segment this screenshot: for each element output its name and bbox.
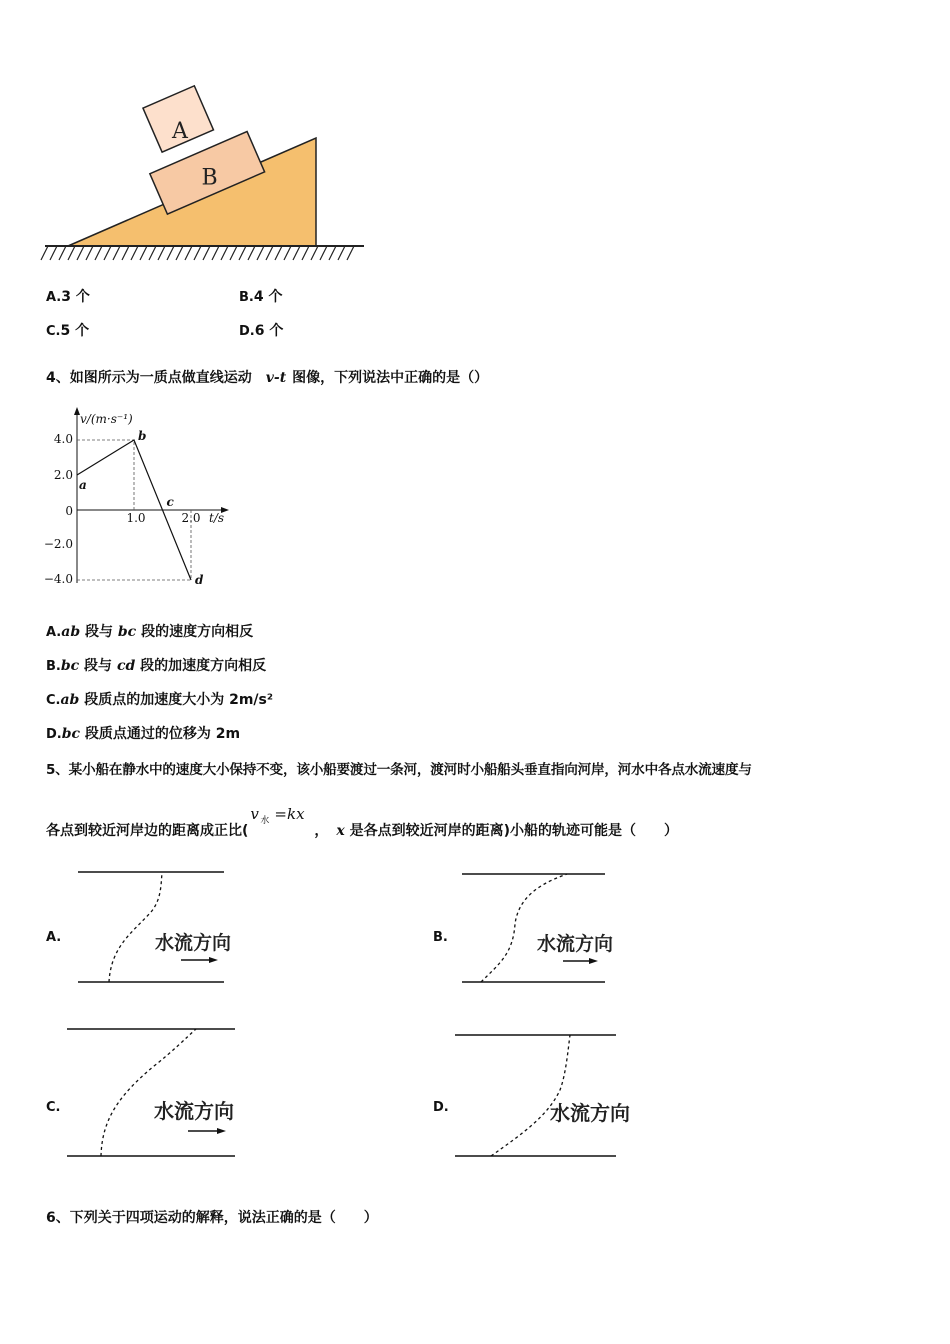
q3-option-d[interactable]: D.6 个 (239, 323, 284, 339)
hatch-mark (59, 246, 66, 260)
vt-point-label-c: c (166, 495, 174, 509)
hatch-mark (257, 246, 264, 260)
q4-option-a[interactable]: A.ab 段与 bc 段的速度方向相反 (46, 624, 254, 640)
hatch-mark (221, 246, 228, 260)
river-c-path (101, 1029, 196, 1156)
hatch-mark (176, 246, 183, 260)
hatch-mark (203, 246, 210, 260)
q4-option-c[interactable]: C.ab 段质点的加速度大小为 2m/s² (46, 692, 274, 708)
q3-option-a-text: 3 个 (61, 289, 90, 305)
q3-option-b[interactable]: B.4 个 (239, 289, 283, 305)
river-a-flow-label: 水流方向 (155, 932, 232, 954)
q5-stem-line1: 5、某小船在静水中的速度大小保持不变，该小船要渡过一条河，渡河时小船船头垂直指向河岸，河水中各点水流速度与 (46, 762, 752, 778)
hatch-mark (167, 246, 174, 260)
vt-point-label-a: a (79, 478, 87, 492)
hatch-mark (131, 246, 138, 260)
q4-option-b[interactable]: B.bc 段与 cd 段的加速度方向相反 (46, 658, 267, 674)
vt-y-tick-m4: −4.0 (43, 572, 73, 586)
hatch-mark (113, 246, 120, 260)
hatch-mark (185, 246, 192, 260)
river-b-arrowhead (589, 958, 598, 964)
hatch-mark (275, 246, 282, 260)
q6-stem: 6、下列关于四项运动的解释，说法正确的是（ ） (46, 1210, 378, 1226)
river-b-flow-label: 水流方向 (537, 933, 614, 955)
vt-graph (43, 405, 246, 590)
hatch-mark (95, 246, 102, 260)
river-d-path (491, 1035, 570, 1156)
hatch-mark (104, 246, 111, 260)
hatch-mark (77, 246, 84, 260)
river-c-arrowhead (217, 1128, 226, 1134)
hatch-mark (311, 246, 318, 260)
hatch-mark (239, 246, 246, 260)
hatch-mark (266, 246, 273, 260)
hatch-mark (293, 246, 300, 260)
hatch-mark (140, 246, 147, 260)
hatch-mark (86, 246, 93, 260)
block-b-label: B (201, 165, 218, 191)
q3-option-d-text: 6 个 (254, 323, 284, 339)
hatch-mark (50, 246, 57, 260)
vt-x-tick-1: 1.0 (126, 511, 146, 525)
hatch-mark (320, 246, 327, 260)
vt-y-axis-label: v/(m·s⁻¹) (80, 412, 133, 426)
q4-stem-var: v-t (265, 370, 287, 386)
hatch-mark (338, 246, 345, 260)
hatch-mark (212, 246, 219, 260)
q5-river-d[interactable] (452, 1030, 632, 1170)
q4-option-d[interactable]: D.bc 段质点通过的位移为 2m (46, 726, 241, 742)
vt-x-axis-label: t/s (209, 511, 225, 525)
q5-option-b-label[interactable]: B. (433, 930, 448, 945)
vt-y-tick-m2: −2.0 (43, 537, 73, 551)
q3-option-a[interactable]: A.3 个 (46, 289, 90, 305)
q5-stem-line2: 各点到较近河岸边的距离成正比( v 水 =kx ， x 是各点到较近河岸的距离)小船的轨迹可能是（ ） (46, 805, 679, 839)
hatch-mark (122, 246, 129, 260)
vt-point-label-b: b (138, 429, 147, 443)
hatch-mark (158, 246, 165, 260)
q5-option-d-label[interactable]: D. (433, 1100, 449, 1115)
q5-river-c[interactable] (64, 1024, 244, 1164)
block-a-label: A (172, 119, 188, 144)
vt-point-label-d: d (195, 573, 204, 587)
hatch-mark (329, 246, 336, 260)
hatch-mark (194, 246, 201, 260)
hatch-mark (248, 246, 255, 260)
vt-y-tick-0: 0 (65, 504, 73, 518)
q5-river-a[interactable] (75, 866, 245, 986)
river-c-flow-label: 水流方向 (154, 1099, 234, 1123)
incline-figure (40, 98, 370, 268)
vt-y-tick-2: 2.0 (53, 468, 73, 482)
hatch-mark (41, 246, 48, 260)
hatch-mark (149, 246, 156, 260)
q4-stem: 4、如图所示为一质点做直线运动 v-t 图像，下列说法中正确的是（） (46, 370, 489, 386)
river-d-flow-label: 水流方向 (550, 1101, 630, 1125)
q5-river-b[interactable] (459, 868, 629, 988)
hatch-mark (284, 246, 291, 260)
q3-option-c[interactable]: C.5 个 (46, 323, 90, 339)
ground-hatching (41, 246, 354, 260)
q3-option-c-text: 5 个 (60, 323, 90, 339)
river-a-arrowhead (209, 957, 218, 963)
q3-option-b-text: 4 个 (253, 289, 283, 305)
vt-y-tick-4: 4.0 (53, 432, 73, 446)
hatch-mark (230, 246, 237, 260)
q5-option-c-label[interactable]: C. (46, 1100, 61, 1115)
river-b-path (481, 874, 567, 982)
hatch-mark (347, 246, 354, 260)
river-a-path (109, 872, 162, 982)
vt-x-tick-2: 2.0 (181, 511, 201, 525)
hatch-mark (68, 246, 75, 260)
q5-option-a-label[interactable]: A. (46, 930, 62, 945)
hatch-mark (302, 246, 309, 260)
q5-formula: v 水 =kx (250, 805, 305, 826)
